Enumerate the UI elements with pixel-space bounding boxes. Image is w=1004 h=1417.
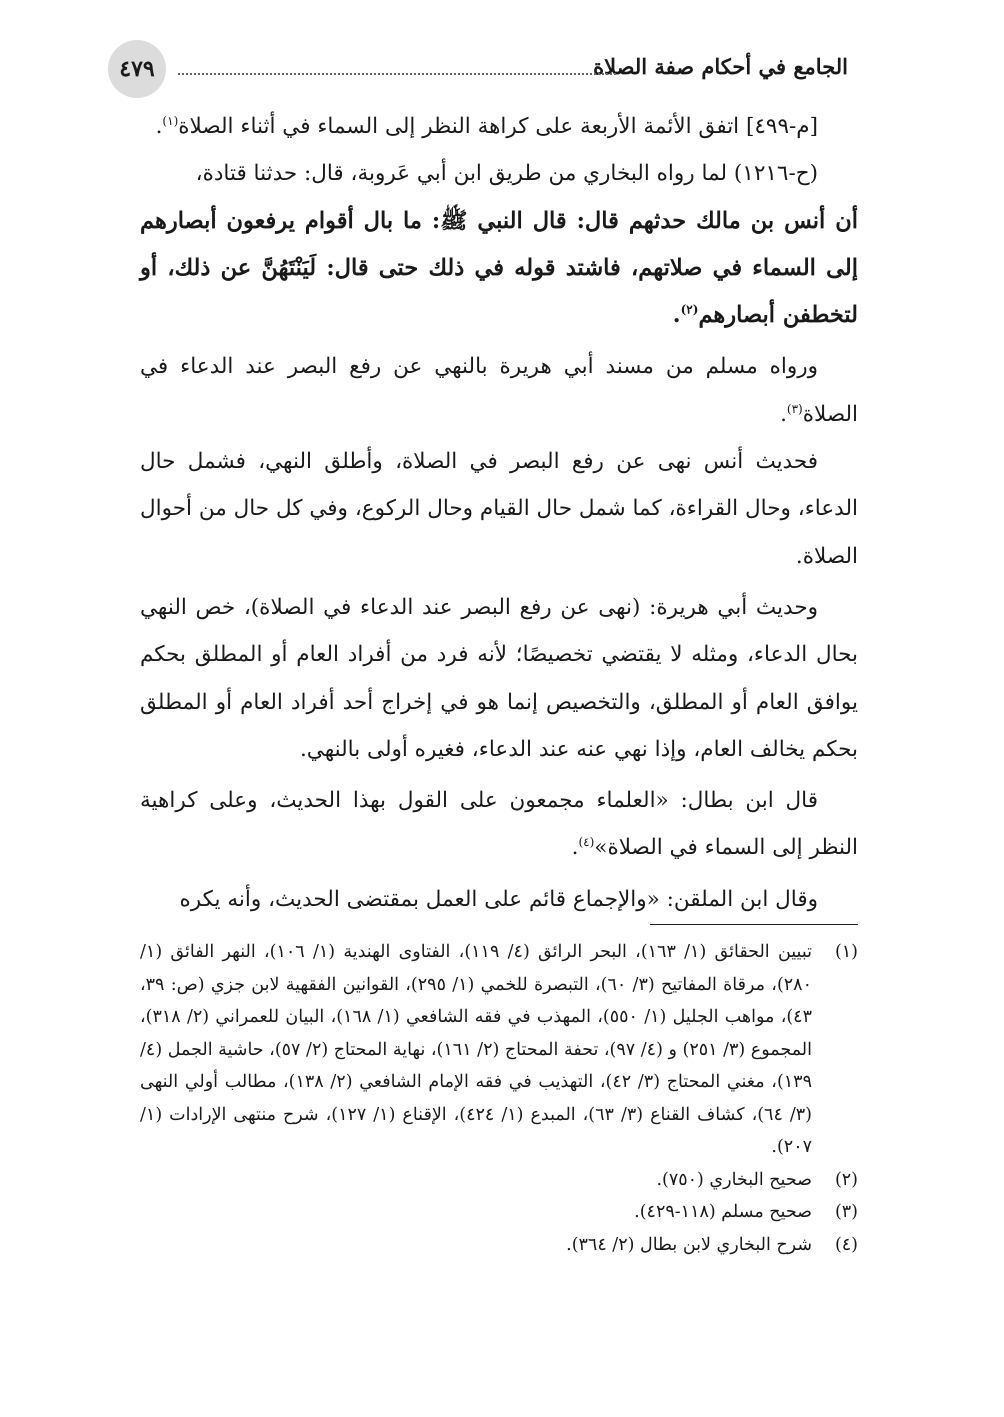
paragraph-hadith-chain: (ح-١٢١٦) لما رواه البخاري من طريق ابن أبي عَروبة، قال: حدثنا قتادة، — [195, 161, 818, 187]
footnote-3 — [140, 1196, 858, 1229]
page-number: ٤٧٩ — [119, 56, 155, 82]
running-header — [108, 40, 848, 100]
footnote-text: تبيين الحقائق (١/ ١٦٣)، البحر الرائق (٤/ ١١٩)، الفتاوى الهندية (١/ ١٠٦)، النهر الفائق (١/ ٢٨٠)، مرقاة المفاتيح (٣/ ٦٠)، التبصرة للخمي (١/ ٢٩٥)، القوانين الفقهية لابن جزي (ص: ٣٩، ٤٣)، مواهب الجليل (١/ ٥٥٠)، المهذب في فقه الشافعي (١/ ١٦٨)، البيان للعمراني (٢/ ٣١٨)، المجموع (٣/ ٢٥١) و (٤/ ٩٧)، تحفة المحتاج (٢/ ١٦١)، نهاية المحتاج (٢/ ٥٧)، حاشية الجمل (٤/ ١٣٩)، مغني المحتاج (٣/ ٤٢)، التهذيب في فقه الإمام الشافعي (٢/ ١٣٨)، مطالب أولي النهى (٣/ ٦٤)، كشاف القناع (٣/ ٦٣)، المبدع (١/ ٤٢٤)، الإقناع (١/ ١٢٧)، شرح منتهى الإرادات (١/ ٢٠٧). — [140, 942, 813, 1157]
paragraph-issue: [م-٤٩٩] اتفق الأئمة الأربعة على كراهة النظر إلى السماء في أثناء الصلاة$^{(١)}$. — [155, 113, 818, 139]
footnote-4 — [140, 1229, 858, 1262]
footnote-number: (١) — [834, 942, 858, 962]
paragraph-ibn-mulaqqin: وقال ابن الملقن: «والإجماع قائم على العمل بمقتضى الحديث، وأنه يكره — [179, 886, 818, 912]
footnote-ref-4[interactable]: (٤) — [578, 835, 595, 850]
footnote-text: صحيح البخاري (٧٥٠). — [656, 1169, 812, 1190]
footnote-number: (٢) — [834, 1169, 858, 1190]
header-title: الجامع في أحكام صفة الصلاة — [593, 54, 848, 79]
paragraph-anas: فحديث أنس نهى عن رفع البصر في الصلاة، وأطلق النهي، فشمل حال الدعاء، وحال القراءة، كما شمل حال القيام وحال الركوع، وفي كل حال من أحوال الصلاة. — [140, 449, 858, 569]
paragraph-ibn-battal: قال ابن بطال: «العلماء مجمعون على القول بهذا الحديث، وعلى كراهية النظر إلى السماء في الصلاة»$^{(٤)}$. — [140, 788, 858, 861]
footnote-text: شرح البخاري لابن بطال (٢/ ٣٦٤). — [566, 1234, 812, 1255]
footnote-2 — [140, 1164, 858, 1197]
page-number-badge — [108, 40, 166, 98]
footnote-separator — [650, 924, 858, 925]
footnote-number: (٤) — [834, 1234, 858, 1255]
footnote-ref-3[interactable]: (٣) — [786, 401, 803, 416]
paragraph-abu-hurayra: وحديث أبي هريرة: (نهى عن رفع البصر عند الدعاء في الصلاة)، خص النهي بحال الدعاء، ومثله لا يقتضي تخصيصًا؛ لأنه فرد من أفراد العام أو المطلق بحكم يوافق العام أو المطلق، والتخصيص إنما هو في إخراج أحد أفراد العام أو المطلق بحكم يخالف العام، وإذا نهي عنه عند الدعاء، فغيره أولى بالنهي. — [140, 594, 858, 762]
paragraph-hadith-text: أن أنس بن مالك حدثهم قال: قال النبي ﷺ: ما بال أقوام يرفعون أبصارهم إلى السماء في صلاتهم، فاشتد قوله في ذلك حتى قال: لَيَنْتَهُنَّ عن ذلك، أو لتخطفن أبصارهم$^{(٢)}$. — [140, 207, 858, 329]
footnote-1 — [140, 936, 858, 1164]
footnotes — [140, 936, 858, 1261]
footnote-ref-2[interactable]: (٢) — [680, 302, 699, 317]
footnote-number: (٣) — [834, 1202, 858, 1222]
main-text — [140, 103, 858, 923]
footnote-text: صحيح مسلم (١١٨-٤٢٩). — [634, 1202, 812, 1222]
footnote-ref-1[interactable]: (١) — [162, 113, 179, 128]
paragraph-muslim: ورواه مسلم من مسند أبي هريرة بالنهي عن رفع البصر عند الدعاء في الصلاة$^{(٣)}$. — [140, 354, 858, 427]
header-dotted-rule — [178, 73, 616, 75]
